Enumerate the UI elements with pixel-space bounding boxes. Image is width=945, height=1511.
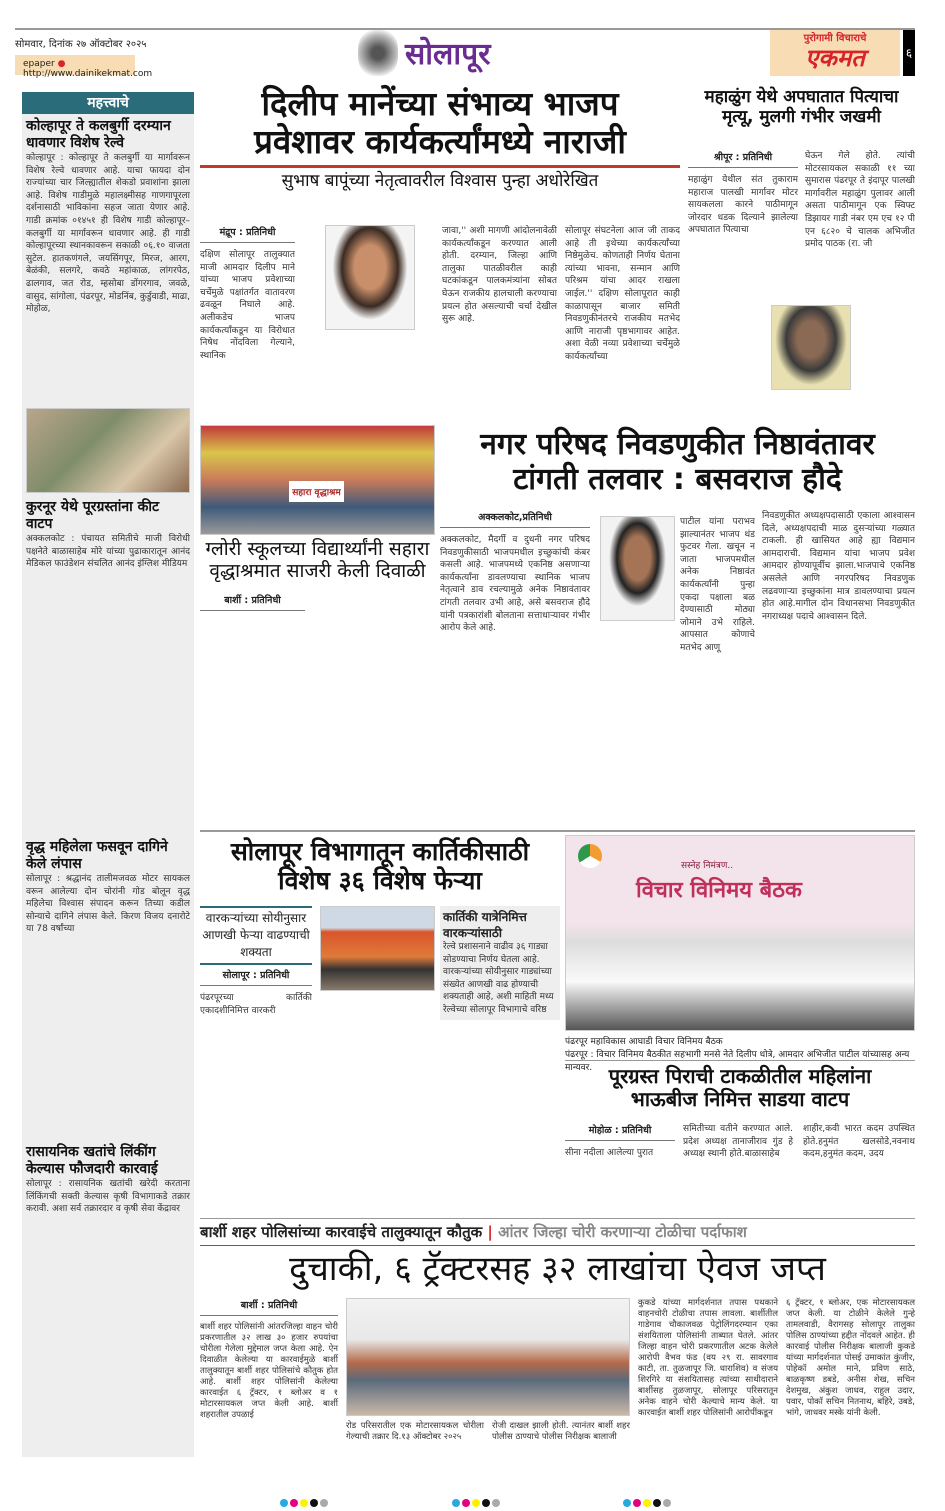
meeting-story bbox=[565, 835, 915, 1073]
issue-date: सोमवार, दिनांक २७ ऑक्टोबर २०२५ bbox=[15, 39, 147, 50]
page-number: ६ bbox=[903, 30, 915, 76]
registration-dot bbox=[310, 1499, 318, 1507]
puragrast-story bbox=[565, 1060, 915, 1210]
masthead bbox=[15, 28, 915, 78]
article-body: अक्कलकोट, मैदर्गी व दुधनी नगर परिषद निवडणुकीसाठी भाजपमधील इच्छुकांची कंबर कसली आहे. भाजपमध्ये एकनिष्ठ असणाऱ्या कार्यकर्त्यांना डावलण्याचा स्थानिक भाजप नेतृत्वाने डाव रचल्यामुळे अनेक निष्ठावंतावर टांगती तलवार उभी आहे, असे बसवराज हौदे यांनी पत्रकारांशी बोलताना सत्ताधाऱ्यावर गंभीर आरोप केले आहे. bbox=[440, 535, 590, 634]
kartiki-box bbox=[440, 906, 560, 1020]
brand-name: एकमत bbox=[805, 44, 865, 72]
school-headline bbox=[200, 539, 435, 583]
meeting-photo bbox=[565, 835, 915, 1031]
article-body: निवडणुकीत अध्यक्षपदासाठी एकाला आश्वासन दिले, अध्यक्षपदाची माळ दुसऱ्यांच्या गळ्यात टाकली. ही खासियत आहे ह्या विद्यमान आमदाराची. विद्यमान यांचा भाजप प्रवेश आमदार होण्यापूर्वीच झाला.भाजपाचे एकनिष्ठ असलेले आणि नगरपरिषद निवडणुक लढवणाऱ्या इच्छुकांना मात्र डावलण्याचा प्रयत्न होत आहे.मागील दोन विधानसभा निवडणुकीत नगराध्यक्ष पदाचे आश्वासन दिले. bbox=[762, 511, 915, 622]
headline-line: प्रवेशावर कार्यकर्त्यांमध्ये नाराजी bbox=[254, 121, 626, 161]
registration-dot bbox=[643, 1499, 651, 1507]
article-body: दक्षिण सोलापूर तालुक्यात माजी आमदार दिलीप माने यांच्या भाजप प्रवेशाच्या चर्चेमुळे पक्षांतर्गत वातावरण ढवळून निघाले आहे. अलीकडेच भाजप कार्यकर्त्यांकडून या विरोधात निषेध नोंदविला गेल्याने, स्थानिक bbox=[200, 250, 295, 361]
barshi-strip bbox=[200, 1218, 915, 1246]
dateline: मंद्रूप : प्रतिनिधी bbox=[200, 225, 295, 243]
column bbox=[200, 225, 295, 362]
article-body: अक्कलकोट : पंचायत समितीचे माजी विरोधी पक्षनेते बाळासाहेब मोरे यांच्या पुढाकारातून आनंद मेडिकल फाउंडेशन संचलित आनंद इंग्लिश मीडियम bbox=[26, 534, 190, 570]
sidebar-article bbox=[26, 1144, 190, 1216]
portrait-photo bbox=[325, 225, 415, 330]
headline-line: भाऊबीज निमित्त साडया वाटप bbox=[630, 1087, 850, 1111]
box-title: कार्तिकी यात्रेनिमित्त वारकऱ्यांसाठी bbox=[443, 910, 527, 940]
registration-marks bbox=[452, 1492, 502, 1511]
article-body: सीना नदीला आलेल्या पुरात bbox=[565, 1148, 654, 1158]
registration-dot bbox=[653, 1499, 661, 1507]
caption: पंढरपूर : विचार विनिमय बैठकीत सहभागी मनसे नेते दिलीप धोत्रे, आमदार अभिजीत पाटील यांच्यासह अन्य मान्यवर. bbox=[565, 1050, 910, 1073]
registration-dot bbox=[290, 1499, 298, 1507]
dateline: बार्शी : प्रतिनिधी bbox=[200, 1298, 338, 1316]
registration-marks bbox=[280, 1492, 330, 1511]
strip-main: बार्शी शहर पोलिसांच्या कारवाईचे तालुक्यातून कौतुक bbox=[200, 1223, 483, 1241]
epaper-url[interactable]: http://www.dainikekmat.com bbox=[23, 69, 153, 79]
mahalung-headline: महाळुंग येथे अपघातात पित्याचा मृत्यू, मुलगी गंभीर जखमी bbox=[704, 87, 899, 127]
column bbox=[688, 150, 798, 237]
brand-logo bbox=[770, 30, 900, 76]
epaper-bar[interactable] bbox=[15, 55, 153, 79]
article-body: सोलापूर : रासायनिक खतांची खरेदी करताना लिंकिंगची सक्ती केल्यास कृषी विभागाकडे तक्रार करावी. अशा सर्व तक्रारदार व कृषी सेवा केंद्रावर bbox=[26, 1179, 190, 1215]
railway-headline bbox=[200, 838, 560, 896]
link-icon: ● bbox=[57, 59, 66, 69]
section-title: सोलापूर bbox=[405, 37, 491, 72]
railway-story bbox=[200, 838, 560, 1208]
article-body: समितीच्या वतीने करण्यात आले. प्रदेश अध्यक्ष तानाजीराव गुंड हे अध्यक्ष स्थानी होते.बाळासाहेब bbox=[683, 1124, 793, 1160]
article-body: जावा,'' अशी मागणी आंदोलनावेळी कार्यकर्त्यांकडून करण्यात आली होती. दरम्यान, जिल्हा आणि तालुका पातळीवरील काही घटकांकडून पालकमंत्र्यांना सोबत घेऊन राजकीय हालचाली करण्याचा प्रयत्न होत असल्याची चर्चा देखील सुरू आहे. bbox=[442, 226, 557, 325]
headline-line: ग्लोरी स्कूलच्या विद्यार्थ्यांनी सहारा bbox=[205, 538, 430, 560]
article-body: सोलापूर संघटनेला आज जी ताकद आहे ती इथेच्या कार्यकर्त्यांच्या निष्ठेमुळेच. कोणताही निर्णय घेताना त्यांच्या भावना, सन्मान आणि परिश्रम यांचा आदर राखला जाईल.'' दक्षिण सोलापूरात काही काळापासून बाजार समिती निवडणुकीनंतरचे राजकीय मतभेद आणि नाराजी पृष्ठभागावर आहेत. अशा वेळी नव्या प्रवेशाच्या चर्चेमुळे कार्यकर्त्यांच्या bbox=[565, 226, 680, 362]
column bbox=[200, 1298, 338, 1421]
registration-dot bbox=[663, 1499, 671, 1507]
flood-relief-photo bbox=[26, 408, 190, 493]
mahalung-story bbox=[688, 88, 915, 418]
registration-dot bbox=[320, 1499, 328, 1507]
registration-dot bbox=[633, 1499, 641, 1507]
article-body: महाळुंग येथील संत तुकाराम महाराज पालखी मार्गावर मोटर सायकलला कारने पाठीमागून जोरदार धडक दिल्याने झालेल्या अपघातात पित्याचा bbox=[688, 175, 798, 236]
dateline: सोलापूर : प्रतिनिधी bbox=[200, 968, 312, 986]
article-body: कोल्हापूर : कोल्हापूर ते कलबुर्गी या मार्गावरून विशेष रेल्वे धावणार आहे. याचा फायदा दोन राज्यांच्या चार जिल्ह्यातील शेकडो प्रवाशांना झाला आहे. विशेष गाडीमुळे महालक्ष्मीसह गाणगापूरला दर्शनासाठी भाविकांना सहज जाता येणार आहे. गाडी क्रमांक ०१४५१ ही विशेष गाडी कोल्हापूर–कलबुर्गी या मार्गावरून धावणार आहे. ही गाडी कोल्हापूरच्या स्थानकावरून सकाळी ०६.१० वाजता सुटेल. हातकणंगले, जयसिंगपूर, मिरज, आरग, बेळंकी, सलगरे, कवठे महांकाळ, लांगरपेठ, ढालगाव, जत रोड, म्हसोबा डोंगरगाव, जवळे, वासुद, सांगोला, पंढरपूर, मोडनिंब, कुर्डुवाडी, माढा, मोहोळ, bbox=[26, 153, 190, 315]
subhead-box: वारकऱ्यांच्या सोयीनुसार आणखी फेऱ्या वाढण्याची शक्यता bbox=[200, 906, 312, 965]
registration-dot bbox=[482, 1499, 490, 1507]
main-subhead: सुभाष बापूंच्या नेतृत्वावरील विश्वास पुन्हा अधोरेखित bbox=[281, 170, 599, 191]
brand-tagline: पुरोगामी विचाराचे bbox=[803, 33, 867, 44]
divider bbox=[200, 830, 915, 832]
article-body: पाटील यांना पराभव झाल्यानंतर भाजप थंड फुटवर गेला. खचून न जाता भाजपमधील अनेक निष्ठावंत कार्यकर्त्यांनी पुन्हा एकदा पक्षाला बळ देण्यासाठी मोठ्या जोमाने उभे राहिले. आपसात कोणाचे मतभेद आणू bbox=[680, 517, 755, 653]
congress-logo-icon bbox=[578, 844, 602, 868]
sidebar-article bbox=[26, 839, 190, 1144]
barshi-headline: दुचाकी, ६ ट्रॅक्टरसह ३२ लाखांचा ऐवज जप्त bbox=[289, 1249, 826, 1289]
strip-separator: | bbox=[487, 1223, 493, 1241]
sidebar-article bbox=[26, 499, 190, 839]
headline-line: दिलीप मानेंच्या संभाव्य भाजप bbox=[261, 84, 619, 123]
article-body: पंढरपूरच्या कार्तिकी एकादशीनिमित्त वारकरी bbox=[200, 993, 312, 1016]
registration-dot bbox=[492, 1499, 500, 1507]
police-photo bbox=[346, 1298, 630, 1416]
sidebar-header: महत्त्वाचे bbox=[22, 92, 194, 114]
nagar-headline bbox=[440, 428, 915, 497]
article-body: शाहीर,कवी भारत कदम उपस्थित होते.हनुमंत खलसोडे,नवनाथ कदम,हनुमंत कदम, उदय bbox=[803, 1124, 915, 1160]
train-photo bbox=[320, 906, 435, 991]
epaper-label: epaper bbox=[23, 59, 55, 69]
article-headline: कुरनूर येथे पूरग्रस्तांना कीट वाटप bbox=[26, 499, 160, 532]
column bbox=[200, 968, 312, 1017]
headline-line: नगर परिषद निवडणुकीत निष्ठावंतावर bbox=[480, 427, 875, 462]
nagar-story bbox=[440, 428, 915, 828]
dateline: अक्कलकोट,प्रतिनिधी bbox=[440, 510, 590, 528]
registration-dot bbox=[300, 1499, 308, 1507]
school-story bbox=[200, 425, 435, 825]
solapur-emblem-icon bbox=[358, 30, 398, 76]
registration-marks bbox=[623, 1492, 673, 1511]
banner-title: विचार विनिमय बैठक bbox=[636, 878, 802, 903]
article-headline: वृद्ध महिलेला फसवून दागिने केले लंपास bbox=[26, 839, 168, 872]
dateline: श्रीपूर : प्रतिनिधी bbox=[688, 150, 798, 168]
victim-photo bbox=[771, 305, 851, 390]
article-headline: कोल्हापूर ते कलबुर्गी दरम्यान धावणार विशेष रेल्वे bbox=[26, 118, 171, 151]
dateline: मोहोळ : प्रतिनिधी bbox=[565, 1123, 675, 1141]
box-text: रेल्वे प्रशासनाने वाढीव ३६ गाड्या सोडण्याचा निर्णय घेतला आहे. वारकऱ्यांच्या सोयीनुसार गाड्यांच्या संख्येत आणखी वाढ होण्याची शक्यताही आहे, अशी माहिती मध्य रेल्वेच्या सोलापूर विभागाचे वरिष्ठ bbox=[443, 942, 554, 1015]
article-body: रोड परिसरातील एक मोटारसायकल चोरीला गेल्याची तक्रार दि.१३ ऑक्टोबर २०२५ bbox=[346, 1421, 484, 1442]
article-body: सोलापूर : श्रद्धानंद तालीमजवळ मोटर सायकल वरून आलेल्या दोन चोरांनी गोड बोलून वृद्ध महिलेचा विश्वास संपादन करून तिच्या कडील सोन्याचे दागिने लंपास केले. किरण विजय दनारोटे या 78 वर्षांच्या bbox=[26, 874, 190, 935]
registration-dot bbox=[280, 1499, 288, 1507]
school-photo bbox=[200, 425, 435, 535]
headline-line: सोलापूर विभागातून कार्तिकीसाठी bbox=[230, 837, 530, 866]
headline-line: वृद्धाश्रमात साजरी केली दिवाळी bbox=[209, 559, 426, 582]
article-body: रोजी दाखल झाली होती. त्यानंतर बार्शी शहर पोलीस ठाण्याचे पोलीस निरीक्षक बालाजी bbox=[492, 1421, 630, 1442]
photo-banner: सहारा वृद्धाश्रम bbox=[289, 481, 344, 502]
registration-dot bbox=[452, 1499, 460, 1507]
column bbox=[440, 510, 590, 635]
registration-dot bbox=[623, 1499, 631, 1507]
article-body: ६ ट्रॅक्टर, १ ब्लोअर, एक मोटारसायकल जप्त केली. या टोळीने केलेले गुन्हे तामलवाडी, वैरागसह सोलापूर तालुका पोलिस ठाण्यांच्या हद्दीत नोंदवले आहेत. ही कारवाई पोलीस निरीक्षक बालाजी कुकडे यांच्या मार्गदर्शनात पोसई उमाकांत कुंजीर, पोहेकॉ अमोल माने, प्रविण साठे, बाळकृष्ण डबडे, अनीस शेख, सचिन देशमुख, अंकुश जाधव, राहुल उदार, पवार, पोकॉ सचिन नितनाथ, बहिरे, उबडे, भांगे, जाधवर मस्के यांनी केली. bbox=[786, 1298, 915, 1418]
article-headline: रासायनिक खतांचे लिंकींग केल्यास फौजदारी कारवाई bbox=[26, 1144, 158, 1177]
dateline: बार्शी : प्रतिनिधी bbox=[200, 593, 305, 611]
column bbox=[565, 1123, 675, 1160]
sidebar bbox=[22, 92, 194, 1457]
headline-line: टांगती तलवार : बसवराज हौदे bbox=[513, 461, 842, 497]
registration-dot bbox=[472, 1499, 480, 1507]
article-body: कुकडे यांच्या मार्गदर्शनात तपास पथकाने वाहनचोरी टोळीचा तपास लावला. बार्शीतील गाडेगाव चौकाजवळ पेट्रोलिंगदरम्यान एका संशयिताला पोलिसांनी ताब्यात घेतले. आंतर जिल्हा वाहन चोरी प्रकरणातील अटक केलेले आरोपी वैभव फंड (वय २९ रा. सावरगाव काटी, ता. तुळजापूर जि. धाराशिव) व संजय शिरगिरे या संशयितासह त्यांच्या साथीदाराने बार्शीसह तुळजापूर, सोलापूर परिसरातून अनेक वाहने चोरी केल्याचे मान्य केले. या कारवाईत बार्शी शहर पोलिसांनी आरोपींकडून bbox=[638, 1298, 778, 1418]
strip-sub: आंतर जिल्हा चोरी करणाऱ्या टोळीचा पर्दाफाश bbox=[498, 1223, 747, 1241]
sidebar-article bbox=[26, 118, 190, 408]
article-body: बार्शी शहर पोलिसांनी आंतरजिल्हा वाहन चोरी प्रकरणातील ३२ लाख ३० हजार रुपयांचा चोरीला गेलेला मुद्देमाल जप्त केला आहे. ऐन दिवाळीत केलेल्या या कारवाईमुळे बार्शी तालुक्यातून बार्शी शहर पोलिसांचे कौतुक होत आहे. बार्शी शहर पोलिसांनी केलेल्या कारवाईत ६ ट्रॅक्टर, १ ब्लोअर व १ मोटारसायकल जप्त केली आहे. बार्शी शहरातील उपळाई bbox=[200, 1322, 338, 1420]
caption-title: पंढरपूर महाविकास आघाडी विचार विनिमय बैठक bbox=[565, 1037, 723, 1047]
registration-dot bbox=[462, 1499, 470, 1507]
banner-text: सस्नेह निमंत्रण.. bbox=[681, 861, 734, 871]
headline-line: विशेष ३६ विशेष फेऱ्या bbox=[278, 865, 482, 895]
main-headline bbox=[200, 85, 680, 168]
main-story bbox=[200, 85, 680, 420]
headline-line: पूरग्रस्त पिराची टाकळीतील महिलांना bbox=[608, 1064, 872, 1088]
basavraj-photo bbox=[600, 516, 675, 621]
column bbox=[200, 593, 305, 611]
article-body: घेऊन गेले होते. त्यांची मोटरसायकल सकाळी ११ च्या सुमारास पंढरपूर ते इंदापूर पालखी मार्गावरील महाळुंग पुलावर आली असता पाठीमागून एक स्विफ्ट डिझायर गाडी नंबर एम एच १२ पी एन ६८२० चे चालक अभिजीत प्रमोद पाठक (रा. जी bbox=[805, 151, 915, 250]
puragrast-headline bbox=[565, 1065, 915, 1111]
